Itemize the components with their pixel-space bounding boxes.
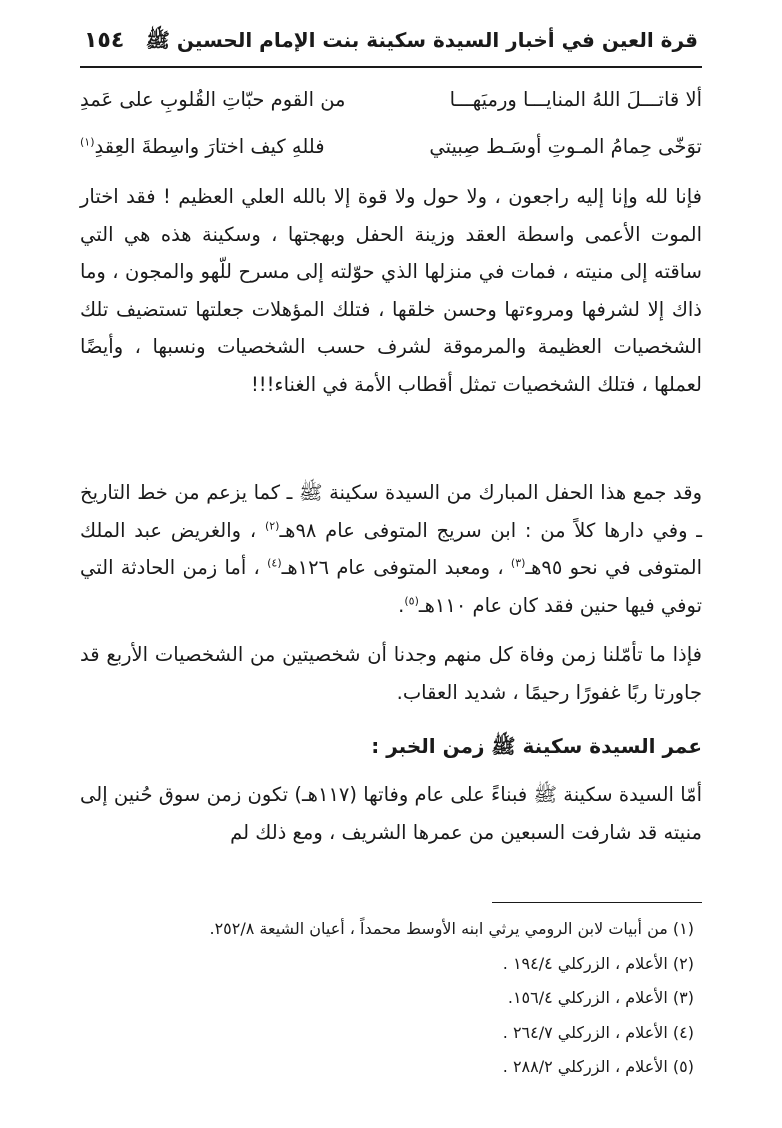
footnote-ref-5: (٥) bbox=[404, 594, 419, 607]
paragraph-2-part-4: ، أما زمن الحادثة التي توفي فيها حنين فقد كان عام ١١٠هـ bbox=[80, 556, 702, 617]
page-number: ١٥٤ bbox=[84, 28, 125, 53]
footnote-separator bbox=[492, 902, 702, 903]
poem-verse-1 bbox=[80, 88, 702, 128]
footnote-1: (١) من أبيات لابن الرومي يرثي ابنه الأوسط محمداً ، أعيان الشيعة ٢٥٢/٨. bbox=[209, 919, 694, 938]
verse-1-first-hemistich: ألا قاتـــلَ اللهُ المنايـــا ورميَهـــا bbox=[449, 88, 702, 111]
paragraph-2-end: . bbox=[398, 593, 405, 617]
footnote-3: (٣) الأعلام ، الزركلي ١٥٦/٤. bbox=[507, 988, 694, 1007]
verse-2-second-text: فللهِ كيف اختارَ واسِطةَ العِقدِ bbox=[94, 135, 325, 158]
paragraph-2 bbox=[80, 474, 702, 624]
paragraph-2-part-3: ، ومعبد المتوفى عام ١٢٦هـ bbox=[281, 556, 504, 579]
footnote-ref-3: (٣) bbox=[510, 556, 526, 570]
footnote-5: (٥) الأعلام ، الزركلي ٢٨٨/٢ . bbox=[502, 1057, 694, 1076]
paragraph-2-part-2: ، والغريض عبد الملك المتوفى في نحو ٩٥هـ bbox=[80, 518, 703, 579]
verse-2-first-hemistich: توَخّى حِمامُ المـوتِ أوسَـط صِبيتي bbox=[429, 135, 702, 158]
paragraph-2-part-1: وقد جمع هذا الحفل المبارك من السيدة سكينة ﷺ ـ كما يزعم من خط التاريخ ـ وفي دارها كلاً من : ابن سريج المتوفى عام ٩٨هـ bbox=[80, 481, 702, 542]
verse-2-second-hemistich bbox=[80, 135, 325, 158]
footnotes bbox=[94, 912, 694, 1085]
footnote-4: (٤) الأعلام ، الزركلي ٢٦٤/٧ . bbox=[502, 1022, 694, 1042]
verse-1-second-hemistich: من القوم حبّاتِ القُلوبِ على عَمدِ bbox=[80, 88, 346, 111]
footnote-ref-2: (٢) bbox=[264, 519, 280, 532]
footnote-2: (٢) الأعلام ، الزركلي ١٩٤/٤ . bbox=[502, 953, 694, 973]
paragraph-4: أمّا السيدة سكينة ﷺ فبناءً على عام وفاتها (١١٧هـ) تكون زمن سوق حُنين إلى منيته قد شارفت السبعين من عمرها الشريف ، ومع ذلك لم bbox=[80, 783, 702, 844]
paragraph-1: فإنا لله وإنا إليه راجعون ، ولا حول ولا قوة إلا بالله العلي العظيم ! فقد اختار الموت الأعمى واسطة العقد وزينة الحفل وبهجتها ، وسكينة هذه هي التي ساقته إلى منيته ، فمات في منزلها الذي حوّلته إلى مسرح للّهو والمجون ، وما ذاك إلا لشرفها ومروءتها وحسن خلقها ، فتلك المؤهلات جعلتها تستضيف تلك الشخصيات العظيمة والمرموقة لشرف حسب الشخصيات ونسبها ، وأيضًا لعملها ، فتلك الشخصيات تمثل أقطاب الأمة في الغناء!!! bbox=[80, 185, 702, 396]
running-title: قرة العين في أخبار السيدة سكينة بنت الإمام الحسين ﷺ bbox=[145, 28, 698, 52]
poem-verse-2 bbox=[80, 135, 702, 175]
footnote-ref-1: (١) bbox=[80, 135, 95, 149]
section-heading: عمر السيدة سكينة ﷺ زمن الخبر : bbox=[371, 734, 702, 758]
footnote-ref-4: (٤) bbox=[267, 556, 282, 570]
paragraph-3: فإذا ما تأمّلنا زمن وفاة كل منهم وجدنا أن شخصيتين من الشخصيات الأربع قد جاورتا ربًا غفورًا رحيمًا ، شديد العقاب. bbox=[80, 643, 702, 704]
header-rule bbox=[80, 66, 702, 68]
